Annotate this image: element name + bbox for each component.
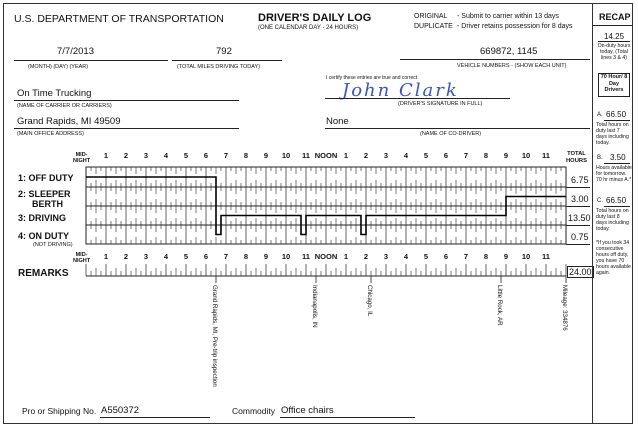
commodity-value[interactable]: Office chairs [281, 405, 334, 416]
row-sublabel-on-duty: (NOT DRIVING) [33, 242, 73, 248]
vehicle-value[interactable]: 669872, 1145 [480, 46, 538, 57]
row-label-driving: 3: DRIVING [18, 213, 67, 223]
duplicate-text: - Driver retains possession for 8 days [457, 23, 573, 30]
hour-label-pm: 7 [463, 151, 469, 160]
hour-label-am: 11 [302, 151, 310, 160]
hour-label-am: 4 [163, 252, 169, 261]
hour-label-pm: 11 [542, 252, 550, 261]
date-value[interactable]: 7/7/2013 [57, 46, 94, 57]
hour-label-pm: 5 [423, 151, 429, 160]
recap-b-label: B. [597, 155, 603, 161]
hour-label-am: 4 [163, 151, 169, 160]
hour-label-pm: 5 [423, 252, 429, 261]
hour-label-pm: 9 [503, 252, 509, 261]
row-label-sleeper: 2: SLEEPER BERTH [18, 189, 71, 209]
miles-value[interactable]: 792 [216, 46, 232, 57]
hour-label-am: 6 [203, 151, 209, 160]
recap-c-note: Total hours on duty last 8 days including today. [596, 208, 629, 232]
remark-location: Grand Rapids, MI, Pre-trip inspection [211, 285, 218, 387]
midnight-label-bottom: MID- NIGHT [73, 252, 91, 264]
hour-label-am: 5 [183, 252, 189, 261]
recap-note-today: On-duty hours today, (Total lines 3 & 4) [597, 43, 631, 61]
hour-label-am: 3 [143, 151, 149, 160]
original-text: - Submit to carrier within 13 days [457, 13, 559, 20]
recap-rule-box: 70 Hour/ 8 Day Drivers [598, 73, 630, 97]
recap-a-note: Total hours on duty last 7 days including today. [596, 122, 629, 146]
hour-label-pm: 8 [483, 151, 489, 160]
hour-label-am: 10 [281, 151, 291, 160]
hour-label-pm: 2 [363, 252, 369, 261]
hour-label-pm: 9 [503, 151, 509, 160]
signature-label: (DRIVER'S SIGNATURE IN FULL) [398, 101, 483, 107]
codriver-value[interactable]: None [326, 116, 349, 127]
original-label: ORIGINAL [414, 13, 448, 20]
midnight-label-top: MID- NIGHT [73, 152, 91, 164]
remarks-label: REMARKS [18, 268, 69, 279]
hour-label-pm: 6 [443, 252, 449, 261]
shipping-value[interactable]: A550372 [101, 405, 140, 416]
total-driving: 13.50 [568, 213, 591, 223]
noon-label: NOON [314, 151, 338, 160]
hour-label-pm: 4 [403, 252, 409, 261]
hour-label-am: 8 [243, 151, 249, 160]
hour-label-am: 1 [103, 252, 109, 261]
recap-b-value[interactable]: 3.50 [610, 153, 626, 162]
miles-label: (TOTAL MILES DRIVING TODAY) [177, 64, 261, 70]
hour-label-am: 2 [123, 252, 129, 261]
recap-c-label: C. [597, 198, 603, 204]
page-title: DRIVER'S DAILY LOG [258, 12, 372, 24]
hour-label-am: 8 [243, 252, 249, 261]
remark-location: Little Rock, AR [496, 285, 503, 326]
recap-c-value[interactable]: 66.50 [606, 196, 627, 205]
hour-label-am: 2 [123, 151, 129, 160]
recap-a-label: A. [597, 112, 603, 118]
hour-label-am: 7 [223, 151, 229, 160]
hour-label-am: 9 [263, 252, 269, 261]
hour-label-am: 11 [302, 252, 310, 261]
carrier-value[interactable]: On Time Trucking [17, 88, 92, 99]
total-on-duty: 0.75 [571, 232, 589, 242]
recap-footnote: *If you took 34 consecutive hours off duty, you have 70 hours available again. [596, 240, 631, 276]
hour-label-pm: 8 [483, 252, 489, 261]
certify-text: I certify these entries are true and correct [326, 75, 418, 81]
vehicle-label: VEHICLE NUMBERS - (SHOW EACH UNIT) [457, 63, 567, 69]
noon-label: NOON [314, 252, 338, 261]
office-value[interactable]: Grand Rapids, MI 49509 [17, 116, 121, 127]
commodity-label: Commodity [232, 406, 275, 416]
codriver-label: (NAME OF CO-DRIVER) [420, 131, 482, 137]
hour-label-am: 9 [263, 151, 269, 160]
date-label: (MONTH) (DAY) (YEAR) [28, 64, 89, 70]
carrier-label: (NAME OF CARRIER OR CARRIERS) [17, 103, 112, 109]
total-off-duty: 6.75 [571, 175, 589, 185]
hour-label-pm: 10 [521, 252, 531, 261]
recap-a-value[interactable]: 66.50 [606, 110, 627, 119]
row-label-on-duty: 4: ON DUTY [18, 231, 70, 241]
driver-signature[interactable]: John Clark [342, 80, 459, 101]
hour-label-pm: 11 [542, 151, 550, 160]
hour-label-pm: 3 [383, 252, 389, 261]
remarks-total: 24.00 [569, 267, 592, 277]
hour-label-am: 3 [143, 252, 149, 261]
remark-location: Indianapolis, IN [311, 285, 318, 328]
recap-title: RECAP [599, 12, 631, 22]
page-subtitle: (ONE CALENDAR DAY - 24 HOURS) [258, 25, 359, 31]
hour-label-am: 7 [223, 252, 229, 261]
hour-label-pm: 2 [363, 151, 369, 160]
recap-b-note: Hours available for tomorrow. 70 hr minus A.* [596, 165, 632, 183]
hour-label-am: 1 [103, 151, 109, 160]
department-name: U.S. DEPARTMENT OF TRANSPORTATION [14, 13, 224, 25]
total-sleeper: 3.00 [571, 194, 589, 204]
row-label-off-duty: 1: OFF DUTY [18, 173, 74, 183]
shipping-label: Pro or Shipping No. [22, 406, 97, 416]
remark-location: Chicago, IL [366, 285, 373, 317]
hour-label-pm: 7 [463, 252, 469, 261]
hour-label-am: 10 [281, 252, 291, 261]
total-hours-header: TOTAL HOURS [566, 151, 587, 164]
office-label: (MAIN OFFICE ADDRESS) [17, 131, 84, 137]
hour-label-pm: 6 [443, 151, 449, 160]
recap-on-duty-today[interactable]: 14.25 [604, 32, 625, 41]
hour-label-pm: 10 [521, 151, 531, 160]
remark-location: Mileage: 334876 [561, 285, 568, 331]
hour-label-pm: 4 [403, 151, 409, 160]
hour-label-am: 6 [203, 252, 209, 261]
hour-label-pm: 1 [343, 252, 349, 261]
hour-label-pm: 1 [343, 151, 349, 160]
hour-label-pm: 3 [383, 151, 389, 160]
duplicate-label: DUPLICATE [414, 23, 453, 30]
hour-label-am: 5 [183, 151, 189, 160]
